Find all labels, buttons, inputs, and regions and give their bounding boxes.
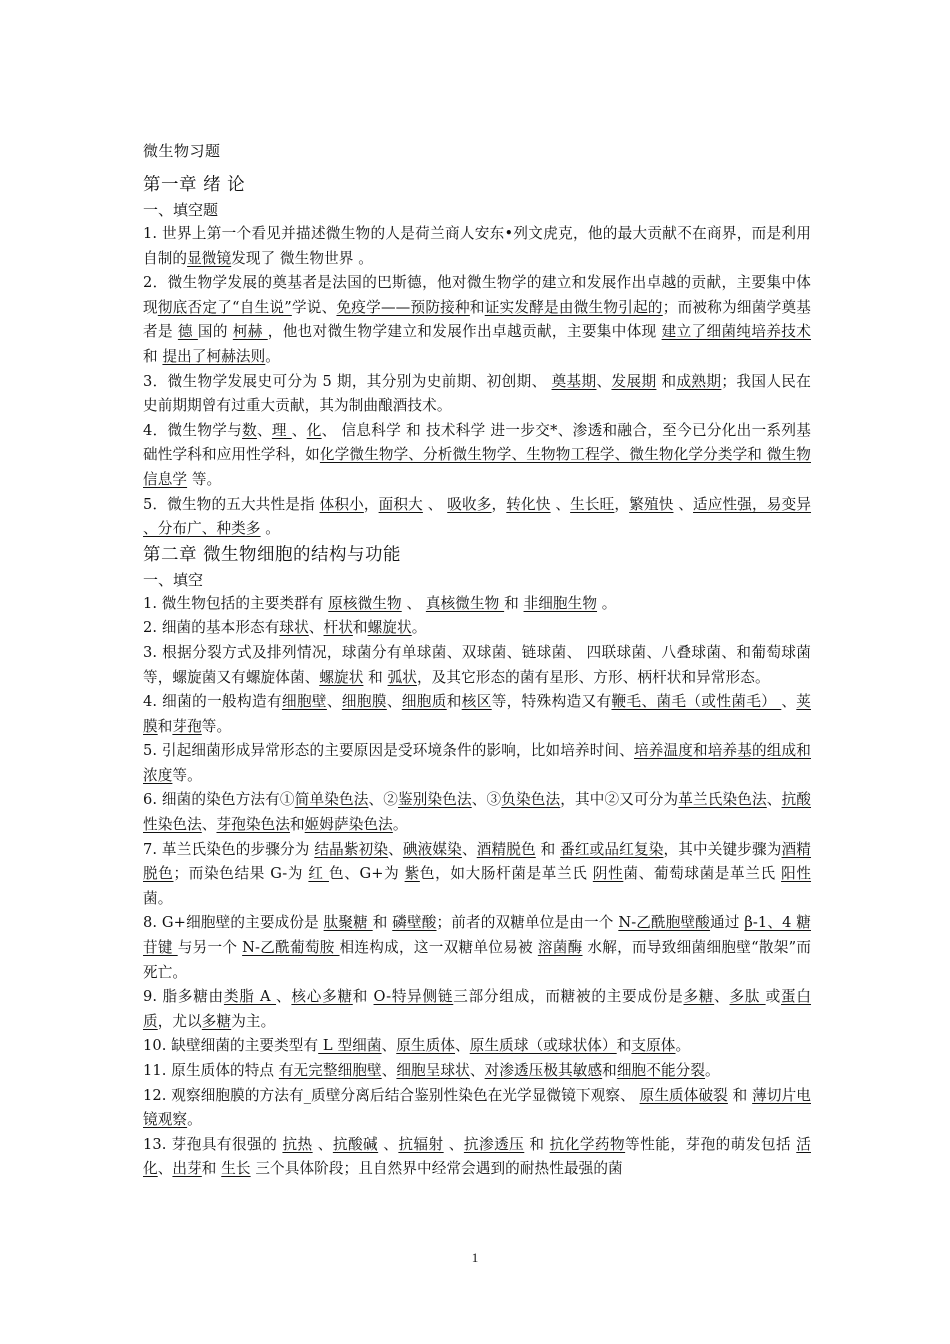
- question-text: 、: [201, 816, 217, 834]
- question-text: 色，如大肠杆菌是革兰氏: [419, 865, 593, 883]
- question-item: [143, 419, 811, 493]
- question-text: 和: [143, 347, 163, 365]
- question-text: 1. 世界上第一个看见并描述微生物的人是荷兰商人安东•列文虎克，他的最大贡献不在商界，而是利用自制的: [143, 225, 811, 267]
- answer-blank: 成熟期: [676, 372, 722, 390]
- answer-blank: 原生质体: [396, 1037, 456, 1055]
- question-item: [143, 985, 811, 1034]
- question-text: 4. 细菌的一般构造有: [143, 693, 282, 711]
- answer-blank: O-特异侧链: [373, 988, 454, 1006]
- question-item: [143, 1133, 811, 1182]
- answer-blank: 螺旋状: [319, 668, 364, 686]
- answer-blank: 酒精脱色: [143, 840, 812, 883]
- answer-blank: 体积小: [319, 495, 364, 513]
- answer-blank: 显微镜: [187, 249, 232, 267]
- answer-blank: 简单染色法: [294, 791, 369, 809]
- question-text: 、: [276, 988, 292, 1006]
- question-text: 、: [461, 840, 477, 858]
- answer-blank: 生长旺: [570, 495, 615, 513]
- answer-blank: 繁殖快: [629, 495, 674, 513]
- question-text: 发现了 微生物世界 。: [231, 249, 373, 267]
- answer-blank: 芽孢染色法: [216, 816, 290, 834]
- question-text: 、: [312, 1135, 333, 1153]
- question-text: 5．微生物的五大共性是指: [143, 495, 320, 513]
- answer-blank: 革兰氏染色法: [678, 791, 767, 809]
- question-item: [143, 838, 811, 912]
- answer-blank: 发展期: [611, 372, 657, 390]
- answer-blank: 面积大: [378, 495, 423, 513]
- answer-blank: 抗热: [282, 1135, 313, 1153]
- question-text: 和: [524, 1135, 550, 1153]
- question-text: 、②: [368, 791, 398, 809]
- answer-blank: 酒精脱色: [476, 840, 536, 858]
- question-text: 10. 缺壁细菌的主要类型有: [143, 1037, 319, 1055]
- answer-blank: 阳性: [781, 865, 812, 883]
- answer-blank: 抗辐射: [398, 1135, 444, 1153]
- answer-blank: 结晶紫初染: [314, 840, 389, 858]
- question-item: [143, 1034, 811, 1059]
- answer-blank: 奠基期: [551, 372, 597, 390]
- question-text: 和: [469, 298, 485, 316]
- question-text: ，他也对微生物学建立和发展作出卓越贡献，主要集中体现: [267, 323, 662, 341]
- answer-blank: 真核微生物: [425, 594, 505, 612]
- question-text: 。: [675, 1037, 691, 1055]
- question-text: 7. 革兰氏染色的步骤分为: [143, 840, 315, 858]
- answer-blank: 细胞呈球状: [396, 1062, 470, 1079]
- answer-blank: 原核微生物: [328, 594, 402, 612]
- answer-blank: L 型细菌: [318, 1037, 382, 1055]
- answer-blank: 出芽: [172, 1160, 202, 1178]
- question-item: [143, 370, 811, 419]
- answer-blank: 肽聚糖: [323, 914, 373, 932]
- question-text: ，: [363, 495, 379, 513]
- question-text: 等。: [187, 470, 222, 488]
- question-text: 。: [187, 1111, 202, 1129]
- answer-blank: 薄切片电镜观察: [143, 1086, 811, 1129]
- question-text: 、: [469, 1062, 485, 1079]
- answer-blank: 抗酸性染色法: [143, 791, 812, 834]
- question-text: 8. G+细胞壁的主要成份是: [143, 914, 324, 932]
- question-text: 和: [201, 1160, 222, 1178]
- answer-blank: 适应性强，易变异 、分布广、种类多: [143, 495, 812, 538]
- answer-blank: 抗化学药物: [549, 1135, 626, 1153]
- question-text: 菌。: [143, 889, 173, 907]
- answer-blank: 弧状: [387, 668, 417, 686]
- question-text: 。: [265, 347, 280, 365]
- question-text: 三个具体阶段；且自然界中经常会遇到的耐热性最强的菌: [250, 1160, 623, 1178]
- answer-blank: 螺旋状: [367, 619, 412, 637]
- question-text: 、: [596, 372, 612, 390]
- answer-blank: 芽孢: [172, 717, 202, 735]
- question-item: [143, 911, 811, 985]
- page-number: 1: [471, 1250, 479, 1265]
- answer-blank: 溶菌酶: [537, 939, 583, 957]
- question-text: 、: [386, 693, 402, 711]
- question-text: 通过: [710, 914, 745, 932]
- question-text: 和: [372, 914, 393, 932]
- question-text: 和: [157, 717, 173, 735]
- question-text: 4．微生物学与: [143, 421, 243, 439]
- answer-blank: 细胞壁: [281, 693, 327, 711]
- answer-blank: 非细胞生物: [523, 594, 598, 612]
- document-title: 微生物习题: [143, 142, 221, 160]
- question-text: 。: [260, 520, 280, 538]
- question-text: ，其中②又可分为: [560, 791, 679, 809]
- answer-blank: N-乙酰葡萄胺: [242, 939, 340, 957]
- question-item: [143, 690, 811, 739]
- question-text: 为主。: [231, 1012, 276, 1030]
- question-item: [143, 739, 811, 788]
- question-text: ，: [614, 495, 630, 513]
- question-text: 3．微生物学发展史可分为 5 期，其分别为史前期、初创期、: [143, 372, 552, 390]
- document-page: [143, 140, 811, 1182]
- section-heading: 一、填空题: [143, 201, 219, 219]
- question-text: 、: [381, 1037, 397, 1055]
- answer-blank: 多肽: [729, 988, 766, 1006]
- answer-blank: 鞭毛、菌毛（或性菌毛）: [611, 693, 782, 711]
- question-text: 和: [602, 1062, 617, 1079]
- answer-blank: 吸收多: [447, 495, 492, 513]
- answer-blank: 番红或品红复染: [560, 840, 664, 858]
- question-text: 、: [157, 1160, 173, 1178]
- answer-blank: 化: [306, 421, 322, 439]
- question-text: ，: [491, 495, 507, 513]
- question-item: [143, 493, 811, 542]
- chapter-title: 第二章 微生物细胞的结构与功能: [143, 544, 402, 565]
- question-text: 等性能，芽孢的萌发包括: [625, 1135, 797, 1153]
- answer-blank: 鉴别染色法: [397, 791, 472, 809]
- answer-blank: 提出了柯赫法则: [162, 347, 266, 365]
- answer-blank: 原生质体破裂: [639, 1086, 728, 1104]
- question-text: 、: [781, 693, 797, 711]
- answer-blank: 核心多糖: [291, 988, 353, 1006]
- document-body: [143, 172, 811, 1182]
- answer-blank: 红: [308, 865, 329, 883]
- answer-blank: N-乙酰胞壁酸: [618, 914, 711, 932]
- question-text: 、: [714, 988, 730, 1006]
- question-item: [143, 271, 811, 369]
- question-item: [143, 1059, 811, 1084]
- answer-blank: 有无完整细胞壁: [278, 1062, 382, 1079]
- question-text: 11. 原生质体的特点: [143, 1062, 279, 1079]
- question-text: 和: [656, 372, 677, 390]
- question-text: ；前者的双糖单位是由一个: [436, 914, 619, 932]
- question-text: 和: [363, 668, 388, 686]
- question-text: ，其中关键步骤为: [663, 840, 782, 858]
- question-text: 相连构成，这一双糖单位易被: [339, 939, 538, 957]
- answer-blank: 数: [242, 421, 257, 439]
- answer-blank: 抗渗透压: [463, 1135, 525, 1153]
- question-text: 12. 观察细胞膜的方法有_质壁分离后结合鉴别性染色在光学显微镜下观察、: [143, 1086, 640, 1104]
- answer-blank: 生长: [221, 1160, 251, 1178]
- question-text: 、 信息科学 和 技术科学 进一步交*、渗透和融合，至今已分化出一系列基础性学科和应用性学科，如: [143, 421, 812, 464]
- question-text: 等，特殊构造又有: [491, 693, 612, 711]
- answer-blank: 活化: [143, 1135, 811, 1178]
- question-text: 2. 细菌的基本形态有: [143, 619, 280, 637]
- question-text: ，尤以: [157, 1012, 202, 1030]
- answer-blank: 负染色法: [501, 791, 561, 809]
- answer-blank: 核区: [461, 693, 492, 711]
- answer-blank: 证实发酵是由微生物引起的: [484, 298, 663, 316]
- question-text: 、: [443, 1135, 464, 1153]
- question-text: 和: [535, 840, 561, 858]
- answer-blank: 碘液媒染: [402, 840, 462, 858]
- question-text: 9. 脂多糖由: [143, 988, 224, 1006]
- question-text: 、: [455, 1037, 470, 1055]
- answer-blank: 细胞不能分裂: [616, 1062, 706, 1079]
- question-text: 、: [378, 1135, 399, 1153]
- question-item: [143, 641, 811, 690]
- section-heading: 一、填空: [143, 570, 204, 589]
- question-text: 和: [446, 693, 462, 711]
- question-text: ；我国人民在史前期期曾有过重大贡献，其为制曲酿酒技术。: [143, 372, 811, 415]
- question-item: [143, 592, 811, 617]
- question-text: 等。: [201, 717, 232, 735]
- question-text: 。: [392, 816, 408, 834]
- answer-blank: 荚膜: [143, 693, 811, 735]
- chapter-title: 第一章 绪 论: [143, 175, 246, 195]
- question-text: 。: [411, 619, 427, 637]
- question-item: [143, 788, 811, 837]
- answer-blank: 原生质球（或球状体）: [469, 1037, 617, 1055]
- answer-blank: 细胞质: [401, 693, 447, 711]
- answer-blank: 对渗透压极其敏感: [484, 1062, 603, 1079]
- answer-blank: 支原体: [631, 1037, 676, 1055]
- answer-blank: 德: [177, 323, 198, 341]
- answer-blank: 理: [271, 421, 292, 439]
- question-text: 、③: [471, 791, 502, 809]
- question-item: [143, 1084, 811, 1133]
- question-text: 学说、: [291, 298, 337, 316]
- answer-blank: 培养温度和培养基的组成和浓度: [143, 742, 811, 784]
- question-item: [143, 222, 811, 271]
- answer-blank: 蛋白质: [143, 988, 812, 1030]
- question-text: 、: [308, 619, 324, 637]
- answer-blank: 杆状: [323, 619, 353, 637]
- question-text: 1. 微生物包括的主要类群有: [143, 594, 329, 612]
- question-text: 三部分组成，而糖被的主要成份是: [453, 988, 684, 1006]
- question-text: 水解，而导致细菌细胞壁“散架”而死亡。: [143, 939, 812, 981]
- question-text: 、: [766, 791, 782, 809]
- answer-blank: 转化快: [506, 495, 551, 513]
- answer-blank: 柯赫: [232, 323, 268, 341]
- question-text: 、: [256, 421, 272, 439]
- answer-blank: 球状: [279, 619, 309, 637]
- question-text: 色、G+为: [328, 865, 405, 883]
- question-text: 、: [388, 840, 403, 858]
- question-text: 3. 根据分裂方式及排列情况，球菌分有单球菌、双球菌、链球菌、 四联球菌、八叠球菌、和葡萄球菌等，螺旋菌又有螺旋体菌、: [143, 643, 811, 686]
- question-text: 、: [326, 693, 342, 711]
- answer-blank: 抗酸碱: [332, 1135, 379, 1153]
- answer-blank: 类脂 A: [223, 988, 277, 1006]
- question-text: 、: [401, 594, 426, 612]
- question-text: 。: [597, 594, 617, 612]
- answer-blank: 多糖: [683, 988, 715, 1006]
- question-text: ，及其它形态的菌有星形、方形、柄杆状和异常形态。: [416, 668, 770, 686]
- question-text: 、: [291, 421, 307, 439]
- question-text: 与另一个: [177, 939, 243, 957]
- question-text: 和: [352, 988, 374, 1006]
- question-text: 和: [352, 619, 368, 637]
- question-text: 菌、葡萄球菌是革兰氏: [623, 865, 782, 883]
- answer-blank: 化学微生物学、分析微生物学、生物物工程学、微生物化学分类学和 微生物信息学: [143, 446, 811, 488]
- question-text: 、: [673, 495, 694, 513]
- question-text: 和: [504, 594, 524, 612]
- question-text: 等。: [172, 766, 202, 784]
- question-item: [143, 616, 811, 641]
- answer-blank: 细胞膜: [341, 693, 387, 711]
- answer-blank: 多糖: [201, 1012, 232, 1030]
- question-text: 国的: [197, 323, 233, 341]
- question-text: 和: [616, 1037, 632, 1055]
- question-text: 和: [289, 816, 305, 834]
- question-text: 13. 芽孢具有很强的: [143, 1135, 283, 1153]
- question-text: 6. 细菌的染色方法有①: [143, 791, 295, 809]
- question-text: ；而染色结果 G-为: [173, 865, 309, 883]
- answer-blank: 免疫学——预防接种: [336, 298, 470, 316]
- answer-blank: 阴性: [592, 865, 624, 883]
- answer-blank: 姬姆萨染色法: [304, 816, 393, 834]
- answer-blank: β-1、4 糖苷键: [143, 914, 811, 957]
- answer-blank: 彻底否定了“自生说”: [157, 298, 292, 316]
- question-text: 5. 引起细菌形成异常形态的主要原因是受环境条件的影响，比如培养时间、: [143, 742, 635, 760]
- answer-blank: 紫: [404, 865, 420, 883]
- question-text: 、: [381, 1062, 397, 1079]
- question-text: 和: [727, 1086, 753, 1104]
- question-text: 。: [705, 1062, 720, 1079]
- answer-blank: 建立了细菌纯培养技术: [661, 323, 811, 341]
- question-text: ；而被称为细菌学奠基者是: [143, 298, 811, 341]
- question-text: 、: [422, 495, 448, 513]
- question-text: 2．微生物学发展的奠基者是法国的巴斯德，他对微生物学的建立和发展作出卓越的贡献，主要集中体现: [143, 274, 811, 316]
- answer-blank: 磷壁酸: [392, 914, 437, 932]
- question-text: 、: [550, 495, 571, 513]
- question-text: 或: [765, 988, 781, 1006]
